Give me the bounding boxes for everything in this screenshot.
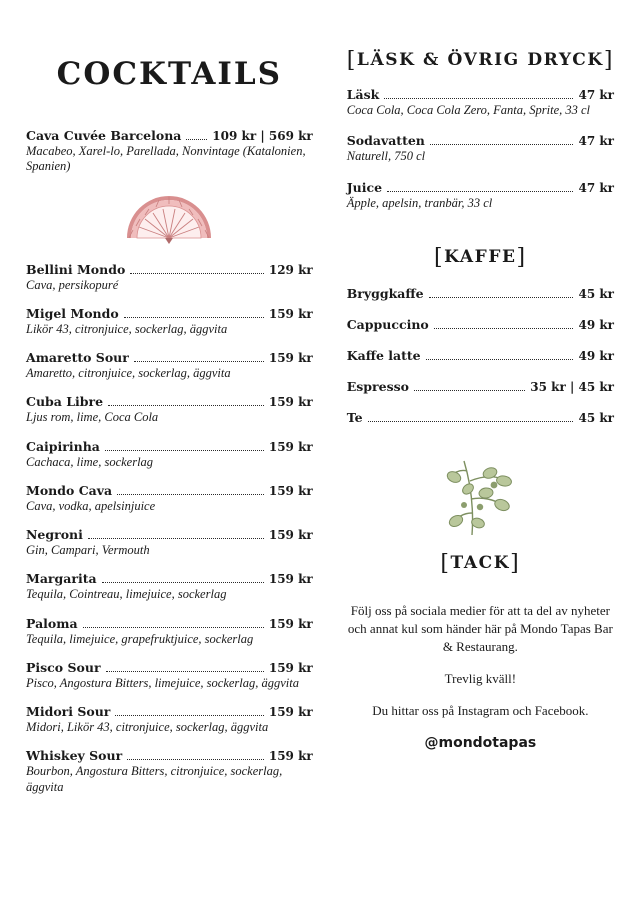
item-name: Midori Sour [26, 704, 111, 719]
thanks-line: Följ oss på sociala medier för att ta del av nyheter och annat kul som händer här på Mondo Tapas Bar & Restaurang. [347, 602, 613, 654]
drinks-column [331, 44, 614, 885]
list-item [347, 180, 614, 211]
item-price: 159 kr [268, 395, 313, 410]
item-name: Cuba Libre [26, 394, 104, 410]
leader-dots [414, 389, 525, 391]
leader-dots [83, 626, 264, 628]
leader-dots [117, 493, 264, 495]
leader-dots [115, 714, 263, 716]
featured-item-name: Cava Cuvée Barcelona [26, 128, 182, 143]
list-item [26, 616, 313, 647]
item-desc: Cava, vodka, apelsinjuice [26, 498, 156, 513]
fan-illustration-wrap [26, 188, 313, 246]
featured-item-desc: Macabeo, Xarel-lo, Parellada, Nonvintage (Katalonien, Spanien) [26, 144, 306, 174]
item-name: Läsk [346, 87, 380, 102]
social-handle[interactable]: @mondotapas [424, 735, 537, 752]
list-item [26, 571, 313, 602]
item-desc: Naturell, 750 cl [346, 149, 426, 164]
item-price: 47 kr [578, 180, 614, 195]
cocktail-list [26, 262, 313, 795]
item-price: 159 kr [268, 439, 313, 454]
featured-item-row [26, 128, 313, 143]
thanks-title [347, 551, 614, 576]
leader-dots [430, 143, 574, 145]
item-name: Juice [346, 179, 383, 195]
item-price: 159 kr [268, 528, 313, 542]
bracket-right: ] [516, 244, 527, 270]
item-name: Mondo Cava [26, 482, 113, 498]
item-price: 45 kr [578, 410, 614, 425]
soft-drinks-list [347, 87, 614, 211]
list-item [26, 527, 313, 558]
item-name: Migel Mondo [26, 305, 119, 321]
featured-item-price: 109 kr | 569 kr [212, 129, 313, 143]
list-item [347, 87, 614, 118]
item-name: Paloma [26, 615, 78, 631]
thanks-line: Du hittar oss på Instagram och Facebook. [372, 702, 589, 718]
leader-dots [108, 404, 264, 406]
list-item [26, 262, 313, 293]
item-price: 159 kr [268, 572, 313, 587]
list-item [347, 410, 614, 425]
leader-dots [127, 758, 264, 760]
leader-dots [429, 296, 574, 298]
list-item [347, 133, 614, 164]
item-desc: Pisco, Angostura Bitters, limejuice, sockerlag, äggvita [26, 675, 299, 690]
item-price: 159 kr [268, 705, 313, 719]
soft-drinks-title-text: LÄSK & ÖVRIG DRYCK [356, 50, 604, 70]
leader-dots [387, 190, 573, 192]
item-desc: Likör 43, citronjuice, sockerlag, äggvita [26, 321, 228, 336]
item-name: Cappuccino [346, 316, 429, 332]
thanks-line: Trevlig kväll! [444, 670, 517, 686]
list-item [347, 317, 614, 332]
item-price: 35 kr | 45 kr [530, 379, 614, 394]
list-item [26, 483, 313, 514]
thanks-block [347, 602, 614, 752]
leader-dots [102, 581, 264, 583]
coffee-list [347, 286, 614, 425]
item-desc: Coca Cola, Coca Cola Zero, Fanta, Sprite, 33 cl [346, 103, 591, 117]
item-name: Te [346, 409, 363, 425]
item-price: 159 kr [268, 616, 313, 631]
item-price: 47 kr [578, 134, 614, 149]
item-desc: Midori, Likör 43, citronjuice, sockerlag, äggvita [26, 720, 269, 734]
item-name: Whiskey Sour [26, 748, 123, 764]
bracket-right: ] [510, 550, 521, 576]
item-desc: Cachaca, lime, sockerlag [26, 454, 154, 469]
list-item [347, 379, 614, 394]
coffee-title [347, 245, 614, 270]
list-item [26, 704, 313, 735]
list-item [26, 748, 313, 795]
leader-dots [130, 272, 264, 274]
item-name: Kaffe latte [346, 347, 421, 363]
leader-dots [426, 358, 574, 360]
item-desc: Amaretto, citronjuice, sockerlag, äggvita [26, 366, 231, 380]
list-item [26, 306, 313, 337]
item-desc: Ljus rom, lime, Coca Cola [26, 410, 159, 425]
bracket-left: [ [440, 550, 451, 576]
fan-icon [121, 188, 217, 246]
cocktails-column [26, 44, 331, 885]
olive-illustration-wrap [347, 455, 614, 541]
item-price: 49 kr [578, 317, 614, 332]
leader-dots [134, 360, 264, 362]
item-name: Bryggkaffe [346, 285, 424, 301]
bracket-right: ] [603, 48, 614, 73]
item-price: 49 kr [578, 348, 614, 363]
item-desc: Äpple, apelsin, tranbär, 33 cl [346, 195, 493, 210]
list-item [26, 394, 313, 425]
leader-dots [368, 420, 574, 422]
item-desc: Tequila, Cointreau, limejuice, sockerlag [26, 587, 227, 602]
bracket-left: [ [346, 48, 357, 73]
list-item [347, 348, 614, 363]
item-name: Bellini Mondo [26, 261, 126, 277]
leader-dots [186, 138, 207, 140]
list-item [26, 350, 313, 381]
leader-dots [105, 449, 264, 451]
leader-dots [124, 316, 264, 318]
featured-item [26, 128, 313, 175]
item-price: 159 kr [268, 749, 313, 764]
item-name: Caipirinha [26, 438, 100, 454]
item-price: 159 kr [268, 660, 313, 675]
list-item [347, 286, 614, 301]
item-desc: Tequila, limejuice, grapefruktjuice, sockerlag [26, 631, 254, 646]
page-title: COCKTAILS [56, 56, 283, 92]
item-name: Margarita [26, 571, 97, 587]
item-price: 47 kr [578, 88, 614, 102]
leader-dots [434, 327, 574, 329]
thanks-title-text: TACK [450, 552, 511, 573]
bracket-left: [ [433, 244, 445, 270]
item-name: Sodavatten [346, 133, 425, 149]
soft-drinks-title [347, 48, 614, 73]
item-name: Pisco Sour [26, 659, 101, 675]
item-name: Negroni [26, 527, 83, 542]
item-desc: Cava, persikopuré [26, 277, 119, 292]
item-desc: Bourbon, Angostura Bitters, citronjuice, sockerlag, äggvita [26, 764, 283, 794]
item-price: 45 kr [578, 286, 614, 301]
item-price: 159 kr [268, 351, 313, 365]
leader-dots [88, 537, 264, 539]
item-price: 159 kr [268, 483, 313, 498]
item-price: 129 kr [268, 262, 313, 277]
coffee-title-text: KAFFE [444, 246, 517, 267]
item-price: 159 kr [268, 306, 313, 321]
item-desc: Gin, Campari, Vermouth [26, 543, 150, 557]
leader-dots [106, 670, 264, 672]
list-item [26, 439, 313, 470]
item-name: Espresso [346, 378, 409, 394]
leader-dots [384, 97, 573, 99]
olive-branch-icon [434, 455, 526, 541]
item-name: Amaretto Sour [26, 350, 129, 365]
list-item [26, 660, 313, 691]
